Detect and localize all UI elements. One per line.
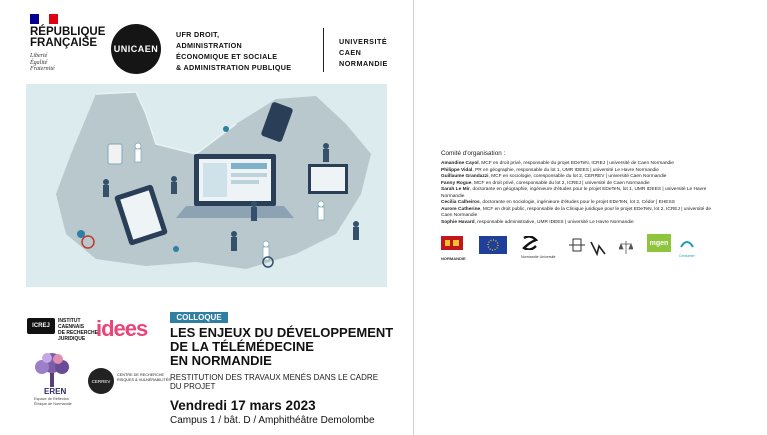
event-date: Vendredi 17 mars 2023: [170, 398, 316, 413]
event-subtitle: RESTITUTION DES TRAVAUX MENÉS DANS LE CADRE DU PROJET: [170, 373, 379, 391]
marianne-flag-icon: [30, 14, 58, 24]
partner-logo-4: [567, 236, 587, 259]
european-union-flag-icon: [479, 236, 507, 259]
normandie-universite-logo: Normandie Université: [521, 236, 556, 259]
committee-member: Guillaume Grandazzi, MCF en sociologie, coresponsable du lot 2, CERREV | université Caen Normandie: [441, 174, 667, 179]
eren-tree-icon: [30, 351, 74, 387]
republique-francaise-title: RÉPUBLIQUE FRANÇAISE: [30, 26, 106, 49]
page-divider: [413, 0, 414, 435]
partner-logo-5: [589, 240, 607, 261]
committee-title: Comité d'organisation :: [441, 150, 506, 157]
republique-motto: Liberté Égalité Fraternité: [30, 53, 55, 72]
justice-icon: [619, 240, 633, 261]
header-divider: [323, 28, 324, 72]
eren-subtitle: Espace de Réflexion Éthique de Normandie: [34, 397, 72, 406]
partner-logos-row: [439, 236, 719, 261]
committee-member: Sarah Le Mir, doctorante en géographie, ingénieure d'études pour le projet EDeTeN, lot 1, UMR IDEES | université Le Havre Normandie: [441, 187, 707, 199]
icrej-name: INSTITUT CAENNAIS DE RECHERCHE JURIDIQUE: [58, 318, 99, 342]
committee-member: Aurore Catherine, MCF en droit public, responsable de la Clinique juridique pour le projet EDeTeN, lot 2, ICREJ | université de Caen Normandie: [441, 206, 712, 218]
committee-member: Amandine Cayol, MCF en droit privé, responsable du projet EDeTeN, ICREJ | université de Caen Normandie: [441, 161, 674, 166]
cerrev-logo: CERREV: [88, 368, 114, 394]
mgen-logo: mgen: [647, 234, 671, 252]
ufr-name: UFR DROIT, ADMINISTRATION ÉCONOMIQUE ET SOCIALE & ADMINISTRATION PUBLIQUE: [176, 30, 292, 72]
event-title: LES ENJEUX DU DÉVELOPPEMENT DE LA TÉLÉMÉDECINE EN NORMANDIE: [170, 325, 394, 368]
normandie-region-logo: NORMANDIE: [441, 236, 466, 261]
cerrev-name: CENTRE DE RECHERCHE RISQUES & VULNÉRABILITÉS: [117, 373, 171, 382]
telemedicine-illustration: [26, 84, 387, 287]
colloque-badge: COLLOQUE: [170, 312, 228, 323]
event-location: Campus 1 / bât. D / Amphithéâtre Demolombe: [170, 415, 375, 426]
centuman-logo: Centumer: [679, 236, 695, 258]
normandy-map-illustration: [26, 84, 387, 287]
organizing-committee: [441, 150, 711, 226]
unicaen-logo: UNICAEN: [111, 24, 161, 74]
committee-member: Philippe Vidal, PR en géographie, responsable du lot 1, UMR IDEES | université Le Havre Normandie: [441, 167, 659, 173]
committee-member: Fanny Rogue, MCF en droit privé, coresponsable du lot 2, ICREJ | université de Caen Normandie: [441, 180, 650, 186]
university-name: UNIVERSITÉ CAEN NORMANDIE: [339, 37, 388, 68]
eren-label: EREN: [44, 387, 67, 396]
committee-member: Sophie Havard, responsable administrative, UMR IDEES | université Le Havre Normandie: [441, 219, 634, 225]
idees-logo: idees: [96, 316, 148, 341]
icrej-logo: ICREJ: [27, 318, 55, 334]
committee-member: Cecilia Calheiros, doctorante en sociologie, ingénieure d'études pour le projet EDeTeN, lot 2, Cédor | EHESS: [441, 200, 675, 205]
